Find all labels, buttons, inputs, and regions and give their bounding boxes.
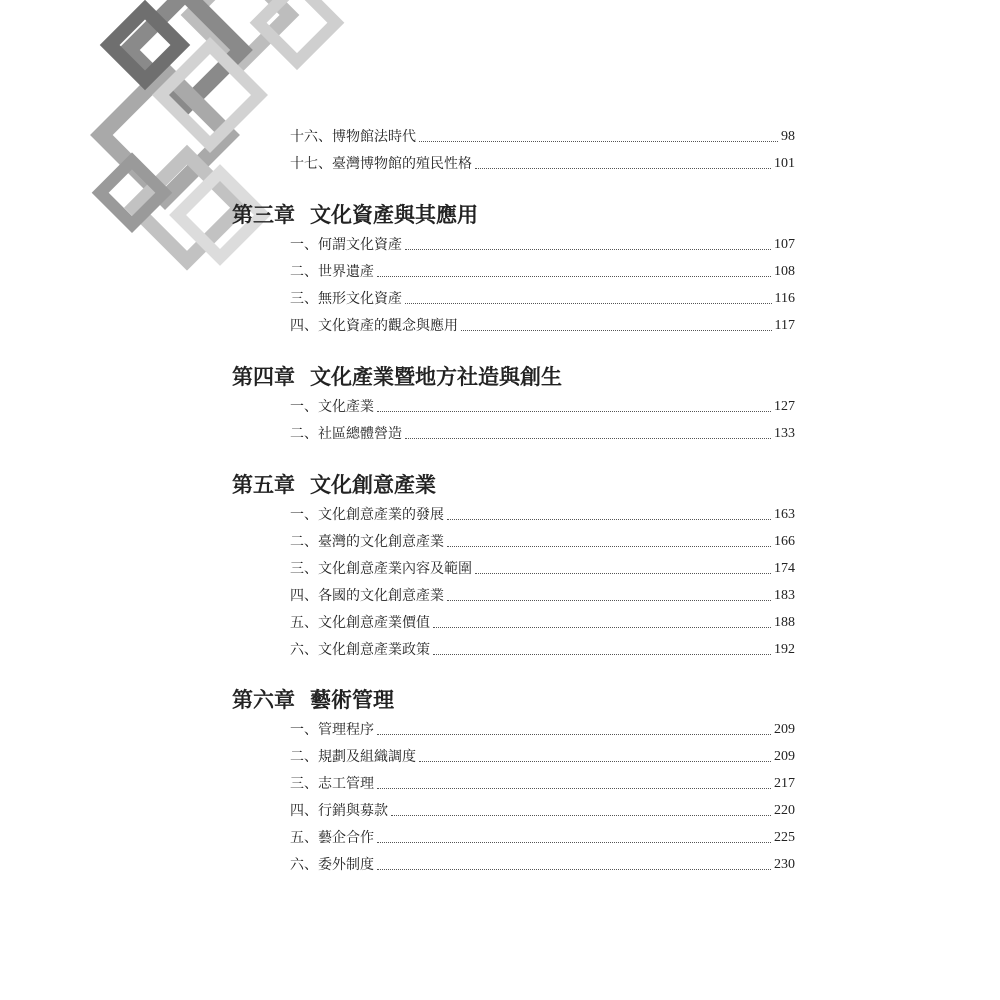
toc-entry-title: 十七、臺灣博物館的殖民性格 [290,156,472,172]
toc-entry [290,825,795,847]
toc-entry-page: 209 [774,722,795,737]
toc-entry-title: 一、何謂文化資產 [290,237,402,253]
toc-entry-page: 101 [774,156,795,171]
toc-entry [290,394,795,416]
toc-entry-title: 四、各國的文化創意產業 [290,588,444,604]
dot-leader [377,411,771,412]
chapter-heading [232,200,478,230]
toc-entry-page: 183 [774,588,795,603]
dot-leader [405,303,772,304]
toc-entry-page: 117 [774,318,795,333]
toc-entry [290,637,795,659]
dot-leader [377,869,771,870]
dot-leader [419,141,778,142]
dot-leader [475,573,771,574]
chapter-number: 第三章 [232,202,295,227]
dot-leader [377,276,771,277]
toc-entry-title: 二、社區總體營造 [290,426,402,442]
toc-entry-title: 四、文化資產的觀念與應用 [290,318,458,334]
dot-leader [405,249,771,250]
chapter-heading [232,470,436,500]
toc-entry-page: 163 [774,507,795,522]
toc-entry-page: 98 [781,129,795,144]
chapter-heading [232,362,562,392]
toc-entry-title: 一、文化創意產業的發展 [290,507,444,523]
toc-entry-page: 107 [774,237,795,252]
toc-entry [290,610,795,632]
toc-entry-page: 192 [774,642,795,657]
chapter-title: 文化產業暨地方社造與創生 [310,364,562,389]
dot-leader [377,734,771,735]
toc-entry [290,771,795,793]
toc-entry-title: 三、志工管理 [290,776,374,792]
toc-entry [290,421,795,443]
chapter-heading [232,685,394,715]
toc-entry-page: 209 [774,749,795,764]
toc-entry-page: 225 [774,830,795,845]
dot-leader [447,600,771,601]
toc-entry-page: 174 [774,561,795,576]
toc-entry-title: 三、文化創意產業內容及範圍 [290,561,472,577]
toc-entry-title: 二、規劃及組織調度 [290,749,416,765]
toc-entry [290,556,795,578]
toc-entry-page: 108 [774,264,795,279]
dot-leader [391,815,771,816]
dot-leader [377,788,771,789]
toc-entry-title: 二、臺灣的文化創意產業 [290,534,444,550]
toc-entry-title: 六、文化創意產業政策 [290,642,430,658]
toc-entry [290,286,795,308]
toc-entry-title: 十六、博物館法時代 [290,129,416,145]
toc-entry [290,151,795,173]
toc-entry-page: 116 [774,291,795,306]
chapter-title: 文化創意產業 [310,472,436,497]
toc-entry-page: 166 [774,534,795,549]
toc-entry [290,852,795,874]
toc-entry-page: 230 [774,857,795,872]
toc-entry-page: 133 [774,426,795,441]
dot-leader [475,168,771,169]
chapter-number: 第四章 [232,364,295,389]
toc-entry-page: 217 [774,776,795,791]
toc-entry-title: 五、藝企合作 [290,830,374,846]
toc-entry [290,798,795,820]
toc-entry-title: 六、委外制度 [290,857,374,873]
dot-leader [419,761,771,762]
toc-entry-title: 一、文化產業 [290,399,374,415]
toc-entry-title: 三、無形文化資產 [290,291,402,307]
dot-leader [461,330,772,331]
toc-entry-title: 二、世界遺產 [290,264,374,280]
toc-entry [290,232,795,254]
toc-entry [290,744,795,766]
dot-leader [433,654,771,655]
dot-leader [377,842,771,843]
dot-leader [447,546,771,547]
toc-entry [290,502,795,524]
chapter-number: 第五章 [232,472,295,497]
dot-leader [405,438,771,439]
chapter-title: 文化資產與其應用 [310,202,478,227]
toc-entry [290,583,795,605]
toc-entry-title: 一、管理程序 [290,722,374,738]
chapter-title: 藝術管理 [310,687,394,712]
toc-entry-title: 五、文化創意產業價值 [290,615,430,631]
toc-entry [290,124,795,146]
toc-entry [290,259,795,281]
dot-leader [433,627,771,628]
toc-entry-page: 188 [774,615,795,630]
chapter-number: 第六章 [232,687,295,712]
toc-entry [290,529,795,551]
toc-entry-title: 四、行銷與募款 [290,803,388,819]
dot-leader [447,519,771,520]
toc-entry-page: 220 [774,803,795,818]
toc-entry [290,717,795,739]
toc-entry-page: 127 [774,399,795,414]
toc-entry [290,313,795,335]
